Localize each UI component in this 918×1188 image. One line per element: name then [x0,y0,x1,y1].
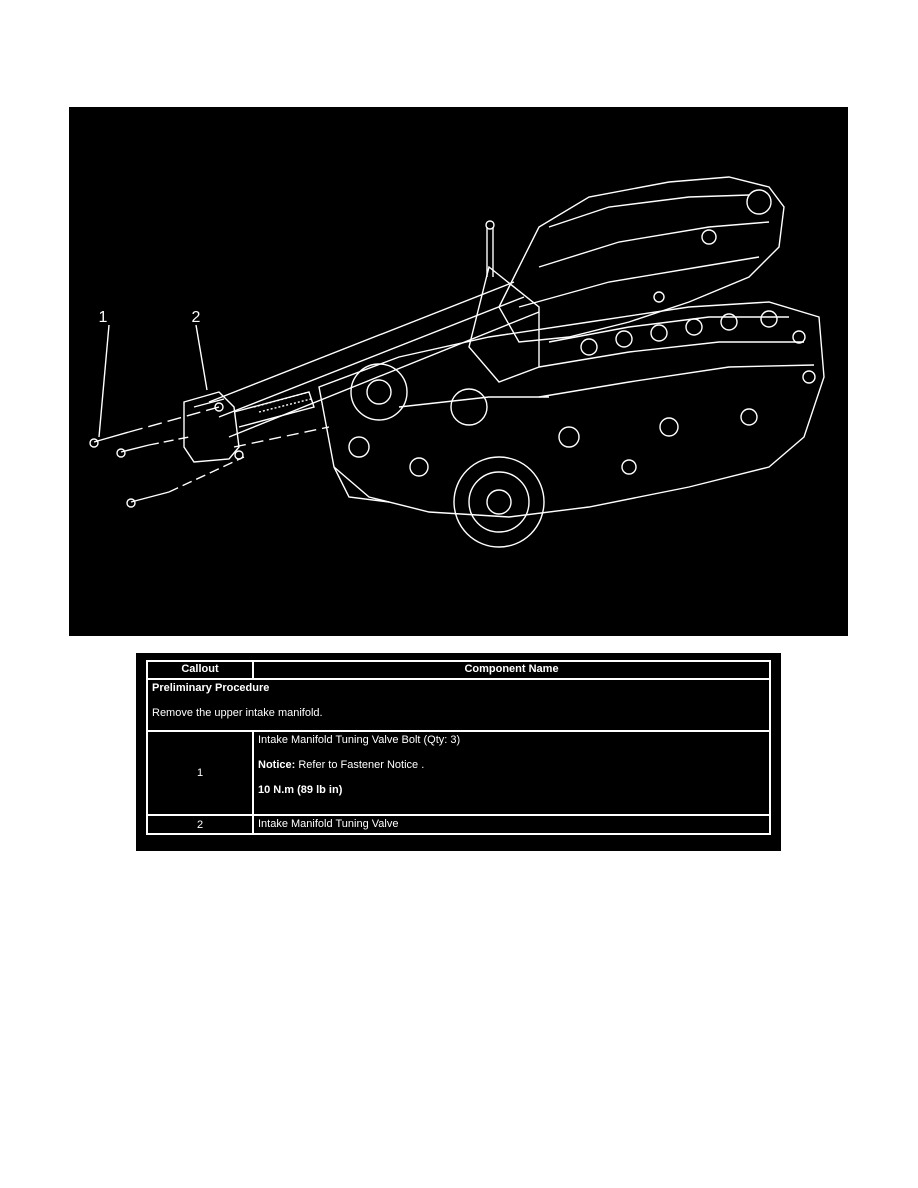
torque-spec: 10 N.m (89 lb in) [258,784,343,796]
component-cell [253,731,770,815]
table-header-row [147,661,770,679]
header-component-name: Component Name [253,661,770,679]
preliminary-text: Remove the upper intake manifold. [152,707,323,719]
callout-table [146,660,771,835]
callout-label-1: 1 [98,309,108,326]
header-callout: Callout [147,661,253,679]
preliminary-title: Preliminary Procedure [152,682,270,694]
callout-number: 1 [147,731,253,815]
callout-label-2: 2 [191,309,201,326]
preliminary-row [147,679,770,731]
notice-text: Refer to Fastener Notice . [295,759,425,771]
table-row [147,731,770,815]
callout-number: 2 [147,815,253,834]
notice-label: Notice: [258,759,296,771]
callout-table-container [136,653,781,851]
component-name: Intake Manifold Tuning Valve [253,815,770,834]
engine-illustration [69,107,848,636]
notice-line [258,759,765,771]
engine-line-drawing [69,107,848,636]
preliminary-cell [147,679,770,731]
table-row [147,815,770,834]
component-name: Intake Manifold Tuning Valve Bolt (Qty: 3) [258,734,461,746]
